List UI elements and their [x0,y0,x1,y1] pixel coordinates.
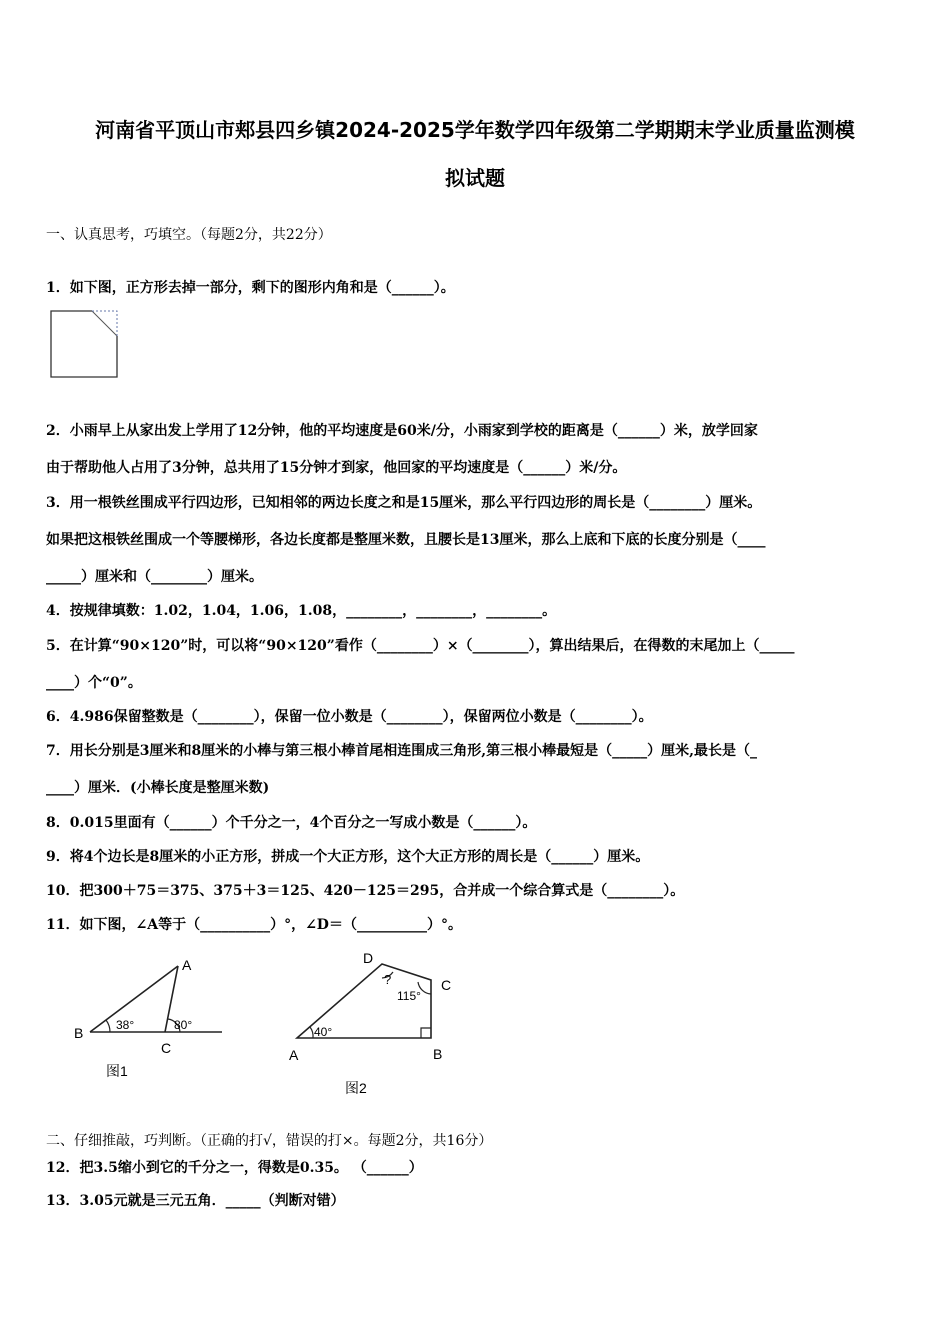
question-10: 10．把300＋75＝375、375＋3＝125、420－125＝295，合并成一个综合算式是（________）。 [46,883,685,899]
fig1-label-b: B [74,1025,84,1041]
question-7-line-1: 7．用长分别是3厘米和8厘米的小棒与第三根小棒首尾相连围成三角形,第三根小棒最短是（_____）厘米,最长是（_ [46,743,757,759]
quadrilateral-figure-2 [285,944,465,1099]
question-4: 4．按规律填数：1.02，1.04，1.06，1.08，________，________，________。 [46,603,557,619]
fig2-angle-c: 115° [397,989,421,1003]
cut-square-figure [46,306,124,382]
fig2-angle-a: 40° [314,1025,333,1039]
fig1-caption: 图1 [106,1063,128,1079]
fig2-label-a: A [289,1047,299,1063]
fig1-label-a: A [182,957,192,973]
fig1-angle-b: 38° [116,1018,135,1032]
question-9: 9．将4个边长是8厘米的小正方形，拼成一个大正方形，这个大正方形的周长是（______）厘米。 [46,849,650,865]
fig2-label-c: C [441,977,452,993]
section-2-header: 二、仔细推敲，巧判断。（正确的打√，错误的打×。每题2分，共16分） [46,1133,493,1149]
triangle-figure-1 [70,952,230,1082]
fig1-angle-c: 80° [174,1018,193,1032]
fig1-label-c: C [161,1040,172,1056]
section-1-header: 一、认真思考，巧填空。（每题2分，共22分） [46,227,332,243]
question-11: 11．如下图，∠A等于（__________）°，∠D＝（__________）°。 [46,917,462,933]
question-5-line-1: 5．在计算“90×120”时，可以将“90×120”看作（________）×（________），算出结果后，在得数的末尾加上（_____ [46,638,795,654]
fig2-caption: 图2 [345,1080,367,1096]
question-7-line-2: ____）厘米．(小棒长度是整厘米数) [46,780,270,796]
question-5-line-2: ____）个“0”。 [46,675,142,691]
page-title-line-1: 河南省平顶山市郏县四乡镇2024-2025学年数学四年级第二学期期末学业质量监测模 [95,118,855,142]
question-3-line-3: _____）厘米和（________）厘米。 [46,569,263,585]
page-title-line-2: 拟试题 [445,166,505,190]
question-3-line-2: 如果把这根铁丝围成一个等腰梯形，各边长度都是整厘米数，且腰长是13厘米，那么上底和下底的长度分别是（____ [46,532,766,548]
question-8: 8．0.015里面有（______）个千分之一，4个百分之一写成小数是（______）。 [46,815,537,831]
question-2-line-2: 由于帮助他人占用了3分钟，总共用了15分钟才到家，他回家的平均速度是（______）米/分。 [46,460,627,476]
question-13: 13．3.05元就是三元五角．_____（判断对错） [46,1193,345,1209]
question-6: 6．4.986保留整数是（________），保留一位小数是（________），保留两位小数是（________）。 [46,709,653,725]
fig2-unknown-angle: ? [384,972,392,987]
question-12: 12．把3.5缩小到它的千分之一，得数是0.35。 （______） [46,1160,423,1176]
question-3-line-1: 3．用一根铁丝围成平行四边形，已知相邻的两边长度之和是15厘米，那么平行四边形的周长是（________）厘米。 [46,495,762,511]
question-1: 1．如下图，正方形去掉一部分，剩下的图形内角和是（______）。 [46,280,455,296]
question-2-line-1: 2．小雨早上从家出发上学用了12分钟，他的平均速度是60米/分，小雨家到学校的距离是（______）米，放学回家 [46,423,758,439]
fig2-label-d: D [363,950,374,966]
fig2-label-b: B [433,1046,443,1062]
